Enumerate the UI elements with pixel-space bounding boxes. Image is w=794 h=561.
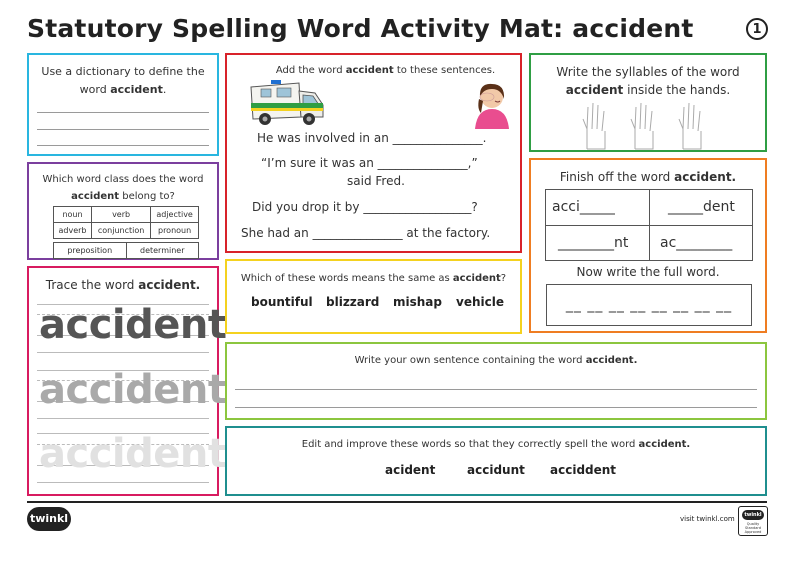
finish-cell[interactable]: ________nt xyxy=(558,235,629,251)
now-write-label: Now write the full word. xyxy=(576,265,720,279)
syllables-word: accident xyxy=(565,83,624,97)
define-text: Use a dictionary to define the word xyxy=(41,65,205,96)
badge-text: Quality Standard Approved xyxy=(744,522,762,534)
intro-suffix: to these sentences. xyxy=(396,65,496,76)
syllables-text: Write the syllables of the word xyxy=(556,65,740,79)
own-sentence-instructions xyxy=(227,352,765,370)
quality-badge xyxy=(738,506,768,536)
sentences-panel xyxy=(225,53,522,253)
meaning-text: Which of these words means the same as xyxy=(240,273,450,284)
word-class-word: accident xyxy=(71,191,120,202)
ambulance-icon xyxy=(247,77,327,129)
meaning-panel xyxy=(225,259,522,334)
word-class-option[interactable]: conjunction xyxy=(91,223,150,239)
define-instructions xyxy=(29,63,217,99)
own-sentence-panel xyxy=(225,342,767,420)
page-title: Statutory Spelling Word Activity Mat: accident xyxy=(27,14,694,43)
word-class-grid xyxy=(53,206,199,239)
syllables-instructions xyxy=(531,63,765,99)
trace-instructions xyxy=(29,276,217,294)
answer-line[interactable] xyxy=(37,112,209,113)
intro-word: accident xyxy=(345,65,394,76)
meaning-word: accident xyxy=(452,273,501,284)
trace-text: Trace the word xyxy=(45,278,135,292)
sentence-1: He was involved in an _______________. xyxy=(257,131,487,145)
hands-icon[interactable] xyxy=(581,99,721,151)
edit-word: accident. xyxy=(638,439,691,450)
badge-logo: twinkl xyxy=(742,510,764,520)
trace-word-medium[interactable]: accident xyxy=(39,367,227,413)
sentences-instructions xyxy=(257,64,514,78)
finish-cell[interactable]: _____dent xyxy=(668,199,735,215)
sentence-4: She had an _______________ at the factory. xyxy=(241,226,491,240)
syllables-suffix: inside the hands. xyxy=(627,83,731,97)
answer-line[interactable] xyxy=(37,145,209,146)
meaning-option[interactable]: mishap xyxy=(393,295,442,309)
word-class-option[interactable]: adjective xyxy=(151,207,199,223)
meaning-option[interactable]: blizzard xyxy=(326,295,380,309)
word-class-suffix: belong to? xyxy=(122,191,175,202)
footer-divider xyxy=(27,501,767,503)
finish-grid xyxy=(545,189,753,261)
edit-panel xyxy=(225,426,767,496)
footer-url[interactable]: visit twinkl.com xyxy=(680,515,735,523)
define-word: accident xyxy=(110,83,163,96)
finish-panel xyxy=(529,158,767,333)
sentence-line[interactable] xyxy=(235,389,757,390)
trace-word-light[interactable]: accident xyxy=(39,431,227,477)
trace-word: accident. xyxy=(138,278,201,292)
finish-instructions xyxy=(531,168,765,186)
edit-option[interactable]: acident xyxy=(385,463,436,477)
word-class-instructions xyxy=(29,171,217,205)
edit-instructions xyxy=(227,436,765,454)
define-panel xyxy=(27,53,219,156)
finish-cell[interactable]: ac________ xyxy=(660,235,733,251)
word-class-grid-row3 xyxy=(53,242,199,259)
meaning-option[interactable]: bountiful xyxy=(251,295,313,309)
full-word-input[interactable]: __ __ __ __ __ __ __ __ xyxy=(546,284,752,326)
own-sentence-text: Write your own sentence containing the word xyxy=(354,355,583,366)
word-class-option[interactable]: pronoun xyxy=(151,223,199,239)
sentence-2b: said Fred. xyxy=(347,174,405,188)
meaning-suffix: ? xyxy=(500,273,507,284)
sentence-2a: “I’m sure it was an _______________,” xyxy=(261,156,478,170)
upset-girl-icon xyxy=(467,79,517,129)
finish-cell[interactable]: acci_____ xyxy=(552,199,615,215)
page-number: 1 xyxy=(746,18,768,40)
define-suffix: . xyxy=(162,83,167,96)
sentence-3: Did you drop it by __________________? xyxy=(252,200,478,214)
meaning-instructions xyxy=(227,270,520,288)
answer-line[interactable] xyxy=(37,129,209,130)
word-class-option[interactable]: determiner xyxy=(126,243,199,259)
word-class-option[interactable]: verb xyxy=(91,207,150,223)
word-class-text: Which word class does the word xyxy=(42,174,204,185)
trace-word-dark[interactable]: accident xyxy=(39,302,227,348)
sentence-line[interactable] xyxy=(235,407,757,408)
twinkl-logo[interactable]: twinkl xyxy=(27,507,71,531)
finish-word: accident. xyxy=(674,170,737,184)
own-sentence-word: accident. xyxy=(585,355,638,366)
word-class-option[interactable]: adverb xyxy=(54,223,92,239)
word-class-option[interactable]: preposition xyxy=(54,243,127,259)
meaning-option[interactable]: vehicle xyxy=(456,295,504,309)
syllables-panel xyxy=(529,53,767,152)
trace-panel xyxy=(27,266,227,496)
word-class-panel xyxy=(27,162,219,260)
edit-text: Edit and improve these words so that they correctly spell the word xyxy=(301,439,636,450)
finish-text: Finish off the word xyxy=(559,170,671,184)
intro-text: Add the word xyxy=(275,65,343,76)
edit-option[interactable]: accidunt xyxy=(467,463,525,477)
word-class-option[interactable]: noun xyxy=(54,207,92,223)
edit-option[interactable]: acciddent xyxy=(550,463,617,477)
